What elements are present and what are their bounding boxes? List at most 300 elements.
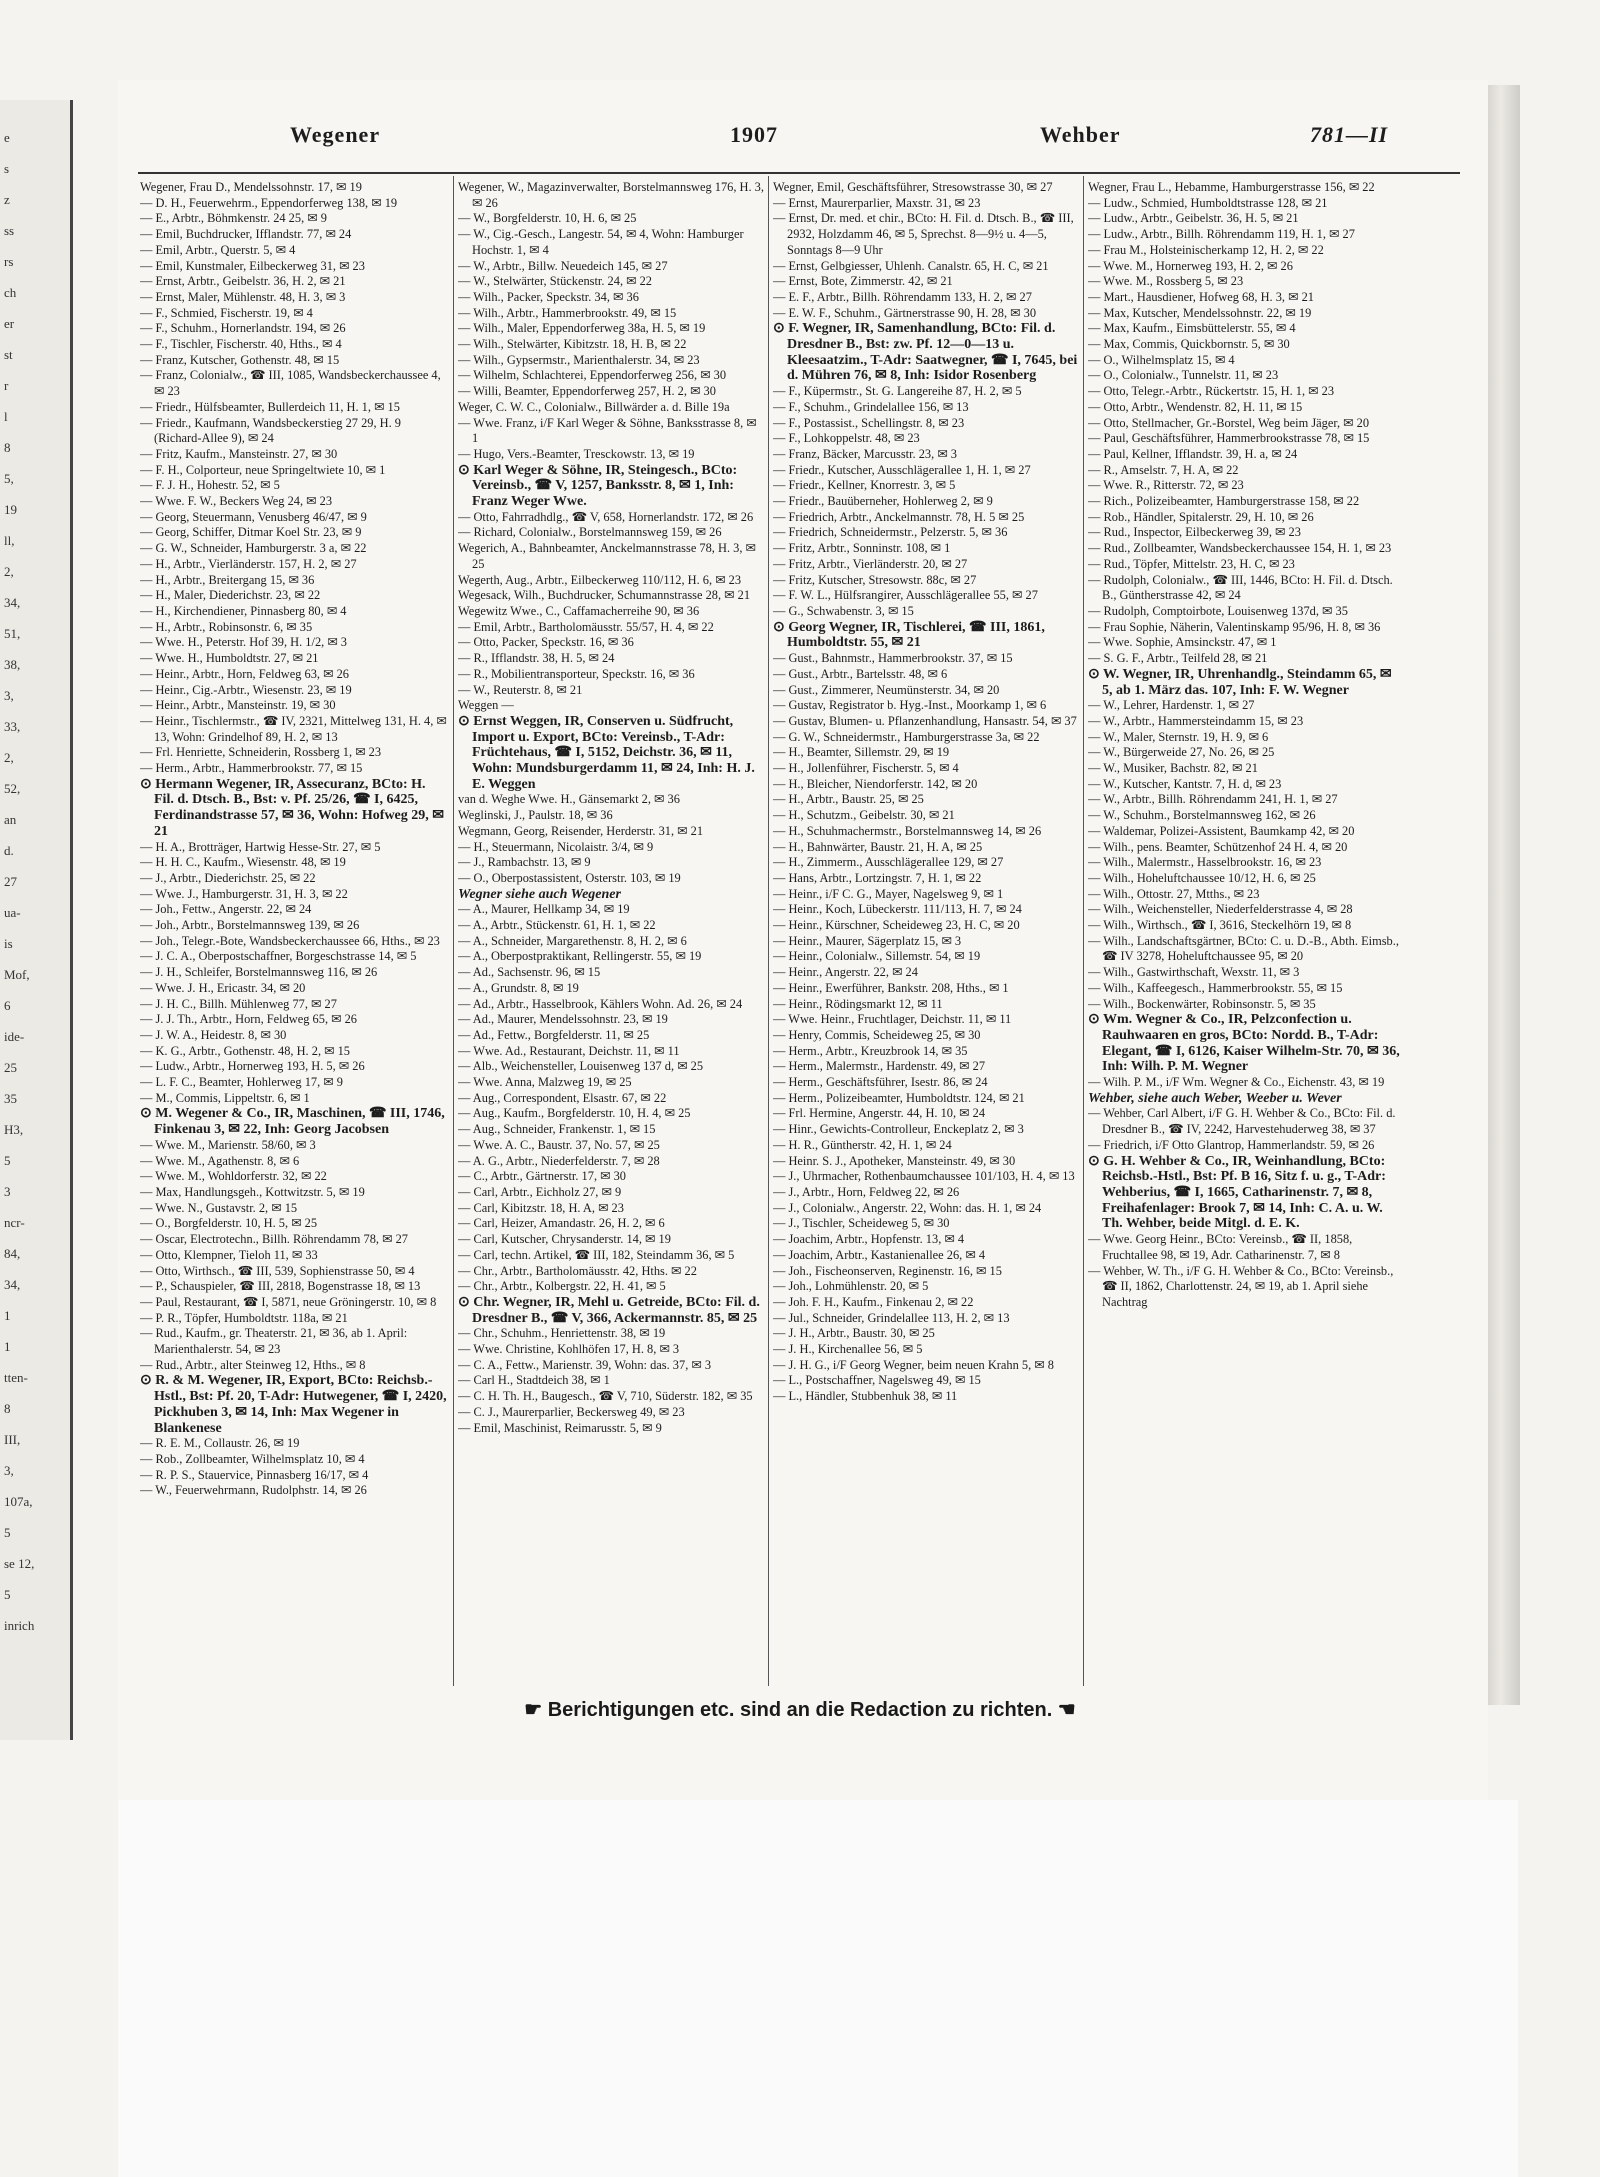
directory-entry: — Oscar, Electrotechn., Billh. Röhrendamm 78, ✉ 27 [140,1232,408,1247]
margin-fragment: Mof, [4,967,30,982]
directory-entry: Wegesack, Wilh., Buchdrucker, Schumannstrasse 28, ✉ 21 [458,588,751,603]
directory-entry: — Paul, Restaurant, ☎ I, 5871, neue Gröningerstr. 10, ✉ 8 [140,1294,437,1309]
margin-fragment: ch [4,285,17,300]
directory-entry: — Heinr., Koch, Lübeckerstr. 111/113, H. 7, ✉ 24 [773,902,1022,917]
directory-entry: — Emil, Maschinist, Reimarusstr. 5, ✉ 9 [458,1420,662,1435]
directory-entry: — Wwe. Anna, Malzweg 19, ✉ 25 [458,1075,632,1090]
margin-fragment: l [4,409,8,424]
directory-entry: — H., Arbtr., Baustr. 25, ✉ 25 [773,792,924,807]
directory-entry: — J. W. A., Heidestr. 8, ✉ 30 [140,1027,287,1042]
directory-entry: — H., Arbtr., Vierländerstr. 157, H. 2, ✉ 27 [140,556,357,571]
directory-entry: — Frl. Henriette, Schneiderin, Rossberg 1, ✉ 23 [140,745,382,760]
directory-entry: — Carl H., Stadtdeich 38, ✉ 1 [458,1373,610,1388]
directory-entry: — J., Uhrmacher, Rothenbaumchaussee 101/103, H. 4, ✉ 13 [773,1169,1075,1184]
directory-entry: — Paul, Kellner, Ifflandstr. 39, H. a, ✉ 24 [1088,446,1298,461]
directory-entry: — Henry, Commis, Scheideweg 25, ✉ 30 [773,1027,981,1042]
directory-entry: — W., Cig.-Gesch., Langestr. 54, ✉ 4, Wohn: Hamburger Hochstr. 1, ✉ 4 [458,227,744,257]
directory-entry: — Wilh., Landschaftsgärtner, BCto: C. u. D.-B., Abth. Eimsb., ☎ IV 3278, Hoheluftchaussee 95, ✉ 20 [1088,933,1399,964]
directory-entry: — E., Arbtr., Böhmkenstr. 24 25, ✉ 9 [140,211,327,226]
directory-entry: — E. F., Arbtr., Billh. Röhrendamm 133, H. 2, ✉ 27 [773,289,1032,304]
directory-entry: — Otto, Klempner, Tieloh 11, ✉ 33 [140,1247,318,1262]
directory-entry: ⊙ Chr. Wegner, IR, Mehl u. Getreide, BCto: Fil. d. Dresdner B., ☎ V, 366, Ackermannstr. 85, ✉ 25 [458,1294,760,1326]
margin-fragment: ncr- [4,1215,25,1230]
directory-entry: — Heinr., Arbtr., Mansteinstr. 19, ✉ 30 [140,698,336,713]
directory-entry: — Richard, Colonialw., Borstelmannsweg 159, ✉ 26 [458,525,722,540]
directory-entry: — Heinr., Angerstr. 22, ✉ 24 [773,965,918,980]
directory-entry: — J., Arbtr., Horn, Feldweg 22, ✉ 26 [773,1185,960,1199]
directory-entry: — D. H., Feuerwehrm., Eppendorferweg 138, ✉ 19 [140,195,398,210]
directory-entry: — W., Schuhm., Borstelmannsweg 162, ✉ 26 [1088,808,1316,823]
directory-entry: — Fritz, Arbtr., Sonninstr. 108, ✉ 1 [773,541,951,556]
directory-entry: — F., Küpermstr., St. G. Langereihe 87, H. 2, ✉ 5 [773,384,1022,399]
margin-fragment: 34, [4,595,21,610]
directory-entry: — Joh., Telegr.-Bote, Wandsbeckerchaussee 66, Hths., ✉ 23 [140,933,440,948]
margin-fragment: z [4,192,10,207]
directory-entry: — Wehber, Carl Albert, i/F G. H. Wehber & Co., BCto: Fil. d. Dresdner B., ☎ IV, 2242, Harvestehuderweg 38, ✉ 37 [1088,1106,1396,1137]
directory-entry: — A., Arbtr., Stückenstr. 61, H. 1, ✉ 22 [458,918,656,933]
directory-entry: — Ad., Fettw., Borgfelderstr. 11, ✉ 25 [458,1027,650,1042]
directory-entry: — Heinr., Tischlermstr., ☎ IV, 2321, Mittelweg 131, H. 4, ✉ 13, Wohn: Grindelhof 89, H. 2, ✉ 13 [140,713,447,744]
directory-entry: — Friedrich, Arbtr., Anckelmannstr. 78, H. 5 ✉ 25 [773,509,1025,524]
directory-entry: — Hugo, Vers.-Beamter, Tresckowstr. 13, ✉ 19 [458,446,695,461]
column-divider [768,176,769,1686]
directory-entry: — R., Ifflandstr. 38, H. 5, ✉ 24 [458,651,615,666]
directory-entry: — F., Schmied, Fischerstr. 19, ✉ 4 [140,305,313,320]
directory-entry: — Ad., Maurer, Mendelssohnstr. 23, ✉ 19 [458,1012,668,1027]
directory-entry: — K. G., Arbtr., Gothenstr. 48, H. 2, ✉ 15 [140,1043,351,1058]
directory-entry: — W., Musiker, Bachstr. 82, ✉ 21 [1088,761,1258,776]
directory-entry: — A., Schneider, Margarethenstr. 8, H. 2, ✉ 6 [458,933,687,948]
directory-entry: — Ernst, Maler, Mühlenstr. 48, H. 3, ✉ 3 [140,289,346,304]
margin-fragment: 8 [4,1401,11,1416]
directory-entry: — H., Maler, Diederichstr. 23, ✉ 22 [140,588,321,603]
directory-entry: — L., Händler, Stubbenhuk 38, ✉ 11 [773,1389,958,1404]
directory-entry: — Rich., Polizeibeamter, Hamburgerstrasse 158, ✉ 22 [1088,494,1360,509]
directory-entry: — Max, Kutscher, Mendelssohnstr. 22, ✉ 19 [1088,305,1312,320]
margin-fragment: is [4,936,13,951]
directory-entry: — Wilh., Bockenwärter, Robinsonstr. 5, ✉ 35 [1088,996,1316,1011]
directory-entry: — Wwe. N., Gustavstr. 2, ✉ 15 [140,1200,298,1215]
margin-fragment: an [4,812,17,827]
directory-entry: — Heinr., Rödingsmarkt 12, ✉ 11 [773,996,943,1011]
margin-fragment: ll, [4,533,15,548]
margin-fragment: ide- [4,1029,25,1044]
directory-entry: — Frau Sophie, Näherin, Valentinskamp 95/96, H. 8, ✉ 36 [1088,619,1381,634]
directory-entry: — Gustav, Blumen- u. Pflanzenhandlung, Hansastr. 54, ✉ 37 [773,713,1077,728]
directory-entry: — H., Schuhmachermstr., Borstelmannsweg 14, ✉ 26 [773,823,1042,838]
directory-entry: — J., Arbtr., Diederichstr. 25, ✉ 22 [140,870,316,885]
directory-entry: — Max, Handlungsgeh., Kottwitzstr. 5, ✉ 19 [140,1185,365,1199]
directory-entry: — J., Tischler, Scheideweg 5, ✉ 30 [773,1216,950,1231]
directory-entry: — L., Postschaffner, Nagelsweg 49, ✉ 15 [773,1373,981,1388]
directory-entry: — M., Commis, Lippeltstr. 6, ✉ 1 [140,1090,310,1105]
column-divider [453,176,454,1686]
directory-entry: — Otto, Arbtr., Wendenstr. 82, H. 11, ✉ 15 [1088,399,1303,414]
directory-entry: — Carl, Kibitzstr. 18, H. A, ✉ 23 [458,1200,624,1215]
directory-entry: — R., Amselstr. 7, H. A, ✉ 22 [1088,462,1239,477]
directory-entry: — Herm., Arbtr., Hammerbrookstr. 77, ✉ 15 [140,761,363,776]
directory-entry: — F., Lohkoppelstr. 48, ✉ 23 [773,431,920,446]
directory-entry: — J. H., Kirchenallee 56, ✉ 5 [773,1342,923,1357]
directory-entry: — Ernst, Arbtr., Geibelstr. 36, H. 2, ✉ 21 [140,274,346,289]
directory-entry: — W., Arbtr., Billw. Neuedeich 145, ✉ 27 [458,258,668,273]
directory-entry: ⊙ W. Wegner, IR, Uhrenhandlg., Steindamm 65, ✉ 5, ab 1. März das. 107, Inh: F. W. Wegner [1088,666,1392,698]
directory-entry: — Ludw., Arbtr., Billh. Röhrendamm 119, H. 1, ✉ 27 [1088,227,1355,242]
directory-entry: — Wilh., Malermstr., Hasselbrookstr. 16, ✉ 23 [1088,855,1322,870]
margin-fragment: er [4,316,15,331]
directory-entry: — Heinr. S. J., Apotheker, Mansteinstr. 49, ✉ 30 [773,1153,1016,1168]
directory-entry: — G. W., Schneidermstr., Hamburgerstrasse 3a, ✉ 22 [773,729,1040,744]
directory-entry: Wegmann, Georg, Reisender, Herderstr. 31, ✉ 21 [458,823,704,838]
directory-entry: — Fritz, Arbtr., Vierländerstr. 20, ✉ 27 [773,556,968,571]
directory-entry: — C., Arbtr., Gärtnerstr. 17, ✉ 30 [458,1169,627,1184]
margin-fragment: 3, [4,1463,14,1478]
column-1 [140,180,448,1685]
directory-entry: — J. H., Arbtr., Baustr. 30, ✉ 25 [773,1326,935,1341]
directory-entry: — J. C. A., Oberpostschaffner, Borgeschstrasse 14, ✉ 5 [140,949,417,964]
directory-entry: — A., Maurer, Hellkamp 34, ✉ 19 [458,902,630,917]
directory-entry: Wegner, Emil, Geschäftsführer, Stresowstrasse 30, ✉ 27 [773,180,1053,194]
margin-fragment: ss [4,223,15,238]
directory-entry: ⊙ Karl Weger & Söhne, IR, Steingesch., BCto: Vereinsb., ☎ V, 1257, Banksstr. 8, ✉ 1, Inh: Franz Weger Wwe. [458,462,738,510]
directory-entry: — Franz, Bäcker, Marcusstr. 23, ✉ 3 [773,446,958,461]
directory-entry: — O., Colonialw., Tunnelstr. 11, ✉ 23 [1088,368,1279,383]
directory-entry: — Wwe. H., Humboldtstr. 27, ✉ 21 [140,651,319,666]
directory-entry: — Waldemar, Polizei-Assistent, Baumkamp 42, ✉ 20 [1088,823,1355,838]
directory-entry: — Wilh., Packer, Speckstr. 34, ✉ 36 [458,289,639,304]
margin-fragment: H3, [4,1122,24,1137]
directory-entry: — Wehber, W. Th., i/F G. H. Wehber & Co., BCto: Vereinsb., ☎ II, 1862, Charlottenstr. 24, ✉ 19, ab 1. April siehe Nachtrag [1088,1263,1394,1309]
directory-entry: — H., Bleicher, Niendorferstr. 142, ✉ 20 [773,776,978,791]
margin-fragment: 1 [4,1308,11,1323]
directory-entry: — Wwe. A. C., Baustr. 37, No. 57, ✉ 25 [458,1137,660,1152]
directory-entry: — C. A., Fettw., Marienstr. 39, Wohn: das. 37, ✉ 3 [458,1357,712,1372]
directory-entry: — Wwe. Christine, Kohlhöfen 17, H. 8, ✉ 3 [458,1342,680,1357]
directory-entry: — Ad., Arbtr., Hasselbrook, Kählers Wohn. Ad. 26, ✉ 24 [458,996,743,1011]
margin-fragment: 5 [4,1525,11,1540]
margin-fragment: 25 [4,1060,17,1075]
directory-entry: — Heinr., Ewerführer, Bankstr. 208, Hths., ✉ 1 [773,980,1009,995]
directory-entry: Wegener, W., Magazinverwalter, Borstelmannsweg 176, H. 3, ✉ 26 [458,180,764,210]
directory-entry: ⊙ Ernst Weggen, IR, Conserven u. Südfrucht, Import u. Export, BCto: Vereinsb., T-Adr: Früchtehaus, ☎ I, 5152, Deichstr. 36, ✉ 11, Wohn: Mundsburgerdamm 11, ✉ 24, Inh: H. J. E. Weggen [458,713,755,792]
directory-entry: — Frl. Hermine, Angerstr. 44, H. 10, ✉ 24 [773,1106,986,1121]
directory-entry: — H. H. C., Kaufm., Wiesenstr. 48, ✉ 19 [140,855,346,870]
directory-entry: — H. R., Güntherstr. 42, H. 1, ✉ 24 [773,1137,952,1152]
directory-entry: — Wilh., Stelwärter, Kibitzstr. 18, H. B, ✉ 22 [458,337,687,352]
margin-fragment: s [4,161,10,176]
directory-entry: — Wwe. J. H., Ericastr. 34, ✉ 20 [140,980,306,995]
directory-entry: — Rud., Kaufm., gr. Theaterstr. 21, ✉ 36, ab 1. April: Marienthalerstr. 54, ✉ 23 [140,1326,408,1357]
directory-entry: — J. H. C., Billh. Mühlenweg 77, ✉ 27 [140,996,337,1011]
margin-fragment: 2, [4,750,14,765]
directory-entry: — Herm., Malermstr., Hardenstr. 49, ✉ 27 [773,1059,986,1074]
column-divider [1083,176,1084,1686]
directory-entry: — W., Arbtr., Hammersteindamm 15, ✉ 23 [1088,713,1304,728]
directory-entry: — Hinr., Gewichts-Controlleur, Enckeplatz 2, ✉ 3 [773,1122,1024,1137]
margin-fragment: 8 [4,440,11,455]
margin-fragment: tten- [4,1370,28,1385]
directory-entry: ⊙ F. Wegner, IR, Samenhandlung, BCto: Fil. d. Dresdner B., Bst: zw. Pf. 12—0—13 u. Kleesaatzim., T-Adr: Saatwegner, ☎ I, 7645, bei d. Mühren 76, ✉ 8, Inh: Isidor Rosenberg [773,321,1078,384]
directory-entry: — Wwe. Sophie, Amsinckstr. 47, ✉ 1 [1088,635,1277,650]
directory-entry: — Carl, Arbtr., Eichholz 27, ✉ 9 [458,1185,622,1199]
directory-entry: — Wilh., Weichensteller, Niederfelderstrasse 4, ✉ 28 [1088,902,1353,917]
directory-entry: — R., Mobilientransporteur, Speckstr. 16, ✉ 36 [458,666,695,681]
directory-entry: Weggen — [458,698,514,713]
directory-entry: — Franz, Colonialw., ☎ III, 1085, Wandsbeckerchaussee 4, ✉ 23 [140,368,441,399]
directory-entry: — W., Reuterstr. 8, ✉ 21 [458,682,583,697]
directory-entry: — Wilhelm, Schlachterei, Eppendorferweg 256, ✉ 30 [458,368,727,383]
directory-entry: — R. E. M., Collaustr. 26, ✉ 19 [140,1436,300,1451]
directory-entry: — Emil, Kunstmaler, Eilbeckerweg 31, ✉ 23 [140,258,365,273]
directory-entry: — Joh., Lohmühlenstr. 20, ✉ 5 [773,1279,929,1294]
margin-fragment: 33, [4,719,21,734]
directory-entry: — Jul., Schneider, Grindelallee 113, H. 2, ✉ 13 [773,1310,1010,1325]
directory-entry: ⊙ Georg Wegner, IR, Tischlerei, ☎ III, 1861, Humboldtstr. 55, ✉ 21 [773,619,1045,651]
directory-entry: — W., Bürgerweide 27, No. 26, ✉ 25 [1088,745,1275,760]
directory-entry: ⊙ R. & M. Wegener, IR, Export, BCto: Reichsb.-Hstl., Bst: Pf. 20, T-Adr: Hutwegener, ☎ I, 2420, Pickhuben 3, ✉ 14, Inh: Max Wegener in Blankenese [140,1373,447,1436]
directory-entry: — Paul, Geschäftsführer, Hammerbrookstrasse 78, ✉ 15 [1088,431,1370,446]
directory-entry: — Wilh., Kaffeegesch., Hammerbrookstr. 55, ✉ 15 [1088,980,1343,995]
margin-fragment: 19 [4,502,17,517]
directory-entry: — Rudolph, Colonialw., ☎ III, 1446, BCto: H. Fil. d. Dtsch. B., Güntherstrasse 42, ✉ 24 [1088,572,1393,603]
directory-entry: — Aug., Kaufm., Borgfelderstr. 10, H. 4, ✉ 25 [458,1106,691,1121]
directory-entry: — H. A., Brotträger, Hartwig Hesse-Str. 27, ✉ 5 [140,839,381,854]
directory-entry: — Chr., Schuhm., Henriettenstr. 38, ✉ 19 [458,1326,666,1341]
directory-entry: — Rudolph, Comptoirbote, Louisenweg 137d, ✉ 35 [1088,603,1348,618]
directory-entry: — H., Steuermann, Nicolaistr. 3/4, ✉ 9 [458,839,654,854]
directory-entry: Wegewitz Wwe., C., Caffamacherreihe 90, ✉ 36 [458,603,700,618]
directory-entry: — Aug., Correspondent, Elsastr. 67, ✉ 22 [458,1090,667,1105]
margin-fragment: st [4,347,13,362]
directory-entry: — Heinr., Kürschner, Scheideweg 23, H. C, ✉ 20 [773,918,1020,933]
column-2 [458,180,764,1685]
directory-entry: — Wilh. P. M., i/F Wm. Wegner & Co., Eichenstr. 43, ✉ 19 [1088,1075,1385,1090]
directory-entry: — F. J. H., Hohestr. 52, ✉ 5 [140,478,280,493]
directory-entry: — Otto, Stellmacher, Gr.-Borstel, Weg beim Jäger, ✉ 20 [1088,415,1370,430]
column-3 [773,180,1079,1685]
directory-entry: — Heinr., Colonialw., Sillemstr. 54, ✉ 19 [773,949,981,964]
margin-fragment: 84, [4,1246,21,1261]
directory-entry: — J., Rambachstr. 13, ✉ 9 [458,855,591,870]
directory-entry: — Ernst, Bote, Zimmerstr. 42, ✉ 21 [773,274,953,289]
directory-entry: — Rud., Arbtr., alter Steinweg 12, Hths., ✉ 8 [140,1357,366,1372]
directory-entry: — Emil, Buchdrucker, Ifflandstr. 77, ✉ 24 [140,227,352,242]
directory-entry: — Joachim, Arbtr., Hopfenstr. 13, ✉ 4 [773,1232,965,1247]
directory-entry: — Fritz, Kaufm., Mansteinstr. 27, ✉ 30 [140,446,338,461]
directory-entry: — Wilh., Hoheluftchaussee 10/12, H. 6, ✉ 25 [1088,870,1316,885]
directory-entry: — Wilh., Gastwirthschaft, Wexstr. 11, ✉ 3 [1088,965,1300,980]
directory-entry: — Wilh., Ottostr. 27, Mtths., ✉ 23 [1088,886,1260,901]
margin-fragment: 5, [4,471,14,486]
directory-entry: — Otto, Packer, Speckstr. 16, ✉ 36 [458,635,634,650]
directory-entry: — Georg, Steuermann, Venusberg 46/47, ✉ 9 [140,509,367,524]
margin-fragment: 52, [4,781,21,796]
directory-entry: — Wwe. Ad., Restaurant, Deichstr. 11, ✉ 11 [458,1043,680,1058]
directory-entry: — Joh., Fischeonserven, Reginenstr. 16, ✉ 15 [773,1263,1002,1278]
directory-entry: — Wwe. M., Agathenstr. 8, ✉ 6 [140,1153,300,1168]
directory-entry: — Rud., Zollbeamter, Wandsbeckerchaussee 154, H. 1, ✉ 23 [1088,541,1392,556]
margin-fragment: 2, [4,564,14,579]
directory-entry: — Wwe. R., Ritterstr. 72, ✉ 23 [1088,478,1244,493]
directory-entry: — Ernst, Gelbgiesser, Uhlenh. Canalstr. 65, H. C, ✉ 21 [773,258,1049,273]
directory-entry: — Otto, Telegr.-Arbtr., Rückertstr. 15, H. 1, ✉ 23 [1088,384,1335,399]
directory-entry: — F., Schuhm., Hornerlandstr. 194, ✉ 26 [140,321,346,336]
directory-entry: — P. R., Töpfer, Humboldtstr. 118a, ✉ 21 [140,1310,348,1325]
directory-entry: — F., Schuhm., Grindelallee 156, ✉ 13 [773,399,969,414]
margin-fragment: 38, [4,657,21,672]
directory-entry: — Wilh., Maler, Eppendorferweg 38a, H. 5, ✉ 19 [458,321,706,336]
directory-entry: — S. G. F., Arbtr., Teilfeld 28, ✉ 21 [1088,651,1268,666]
directory-entry: — Herm., Geschäftsführer, Isestr. 86, ✉ 24 [773,1075,988,1090]
margin-fragment: 27 [4,874,17,889]
directory-entry: — Otto, Fahrradhdlg., ☎ V, 658, Hornerlandstr. 172, ✉ 26 [458,509,754,524]
directory-entry: — Wwe. Franz, i/F Karl Weger & Söhne, Banksstrasse 8, ✉ 1 [458,415,757,446]
directory-entry: — O., Borgfelderstr. 10, H. 5, ✉ 25 [140,1216,318,1231]
directory-entry: — Ernst, Maurerparlier, Maxstr. 31, ✉ 23 [773,195,981,210]
directory-entry: — Wilh., Arbtr., Hammerbrookstr. 49, ✉ 15 [458,305,677,320]
directory-entry: — J. H. G., i/F Georg Wegner, beim neuen Krahn 5, ✉ 8 [773,1357,1054,1372]
directory-entry: — R. P. S., Stauervice, Pinnasberg 16/17, ✉ 4 [140,1467,369,1482]
directory-entry: — H., Bahnwärter, Baustr. 21, H. A, ✉ 25 [773,839,983,854]
page-edge [1488,85,1520,1705]
margin-fragment: 35 [4,1091,17,1106]
directory-entry: — Heinr., i/F C. G., Mayer, Nagelsweg 9, ✉ 1 [773,886,1004,901]
footer-note: ☛ Berichtigungen etc. sind an die Redaction zu richten. ☚ [524,1699,1076,1721]
directory-entry: — Ludw., Arbtr., Hornerweg 193, H. 5, ✉ 26 [140,1059,365,1074]
directory-entry: — Joachim, Arbtr., Kastanienallee 26, ✉ 4 [773,1247,986,1262]
directory-entry: — F., Tischler, Fischerstr. 40, Hths., ✉ 4 [140,337,342,352]
directory-entry: ⊙ Hermann Wegener, IR, Assecuranz, BCto: H. Fil. d. Dtsch. B., Bst: v. Pf. 25/26, ☎ I, 6425, Ferdinandstrasse 57, ✉ 36, Wohn: Hofweg 29, ✉ 21 [140,776,444,839]
directory-entry: — Max, Kaufm., Eimsbüttelerstr. 55, ✉ 4 [1088,321,1296,336]
directory-entry: — Joh. F. H., Kaufm., Finkenau 2, ✉ 22 [773,1294,974,1309]
directory-entry: ⊙ Wm. Wegner & Co., IR, Pelzconfection u. Rauhwaaren en gros, BCto: Nordd. B., T-Adr: Elegant, ☎ I, 6126, Kaiser Wilhelm-Str. 70, ✉ 36, Inh: Wilh. P. M. Wegner [1088,1012,1400,1075]
directory-entry: — H., Schutzm., Geibelstr. 30, ✉ 21 [773,808,955,823]
directory-entry: — W., Lehrer, Hardenstr. 1, ✉ 27 [1088,698,1255,713]
directory-entry: — Joh., Fettw., Angerstr. 22, ✉ 24 [140,902,312,917]
directory-entry: — Ad., Sachsenstr. 96, ✉ 15 [458,965,601,980]
directory-entry: — Heinr., Arbtr., Horn, Feldweg 63, ✉ 26 [140,666,349,681]
header-year: 1907 [730,122,778,147]
directory-entry: — Wwe. J., Hamburgerstr. 31, H. 3, ✉ 22 [140,886,348,901]
directory-entry: — Rob., Zollbeamter, Wilhelmsplatz 10, ✉ 4 [140,1451,365,1466]
header-rule [138,172,1460,174]
directory-entry: — W., Maler, Sternstr. 19, H. 9, ✉ 6 [1088,729,1269,744]
directory-entry: Weger, C. W. C., Colonialw., Billwärder a. d. Bille 19a [458,399,730,414]
directory-entry: — Wwe. M., Marienstr. 58/60, ✉ 3 [140,1137,316,1152]
directory-entry: — Carl, Kutscher, Chrysanderstr. 14, ✉ 19 [458,1232,671,1247]
directory-entry: — Wwe. H., Peterstr. Hof 39, H. 1/2, ✉ 3 [140,635,348,650]
directory-entry: — C. H. Th. H., Baugesch., ☎ V, 710, Süderstr. 182, ✉ 35 [458,1389,753,1404]
directory-entry: — Friedrich, Schneidermstr., Pelzerstr. 5, ✉ 36 [773,525,1008,540]
directory-entry: Wegner siehe auch Wegener [458,886,621,902]
directory-entry: — Heinr., Cig.-Arbtr., Wiesenstr. 23, ✉ 19 [140,682,352,697]
margin-fragment: 5 [4,1587,11,1602]
directory-entry: — Wilh., pens. Beamter, Schützenhof 24 H. 4, ✉ 20 [1088,839,1348,854]
directory-entry: — Emil, Arbtr., Bartholomäusstr. 55/57, H. 4, ✉ 22 [458,619,714,634]
directory-entry: Weglinski, J., Paulstr. 18, ✉ 36 [458,808,613,823]
adjacent-page-strip [0,100,73,1740]
directory-entry: — H., Arbtr., Robinsonstr. 6, ✉ 35 [140,619,313,634]
directory-entry: — O., Wilhelmsplatz 15, ✉ 4 [1088,352,1235,367]
directory-entry: Wehber, siehe auch Weber, Weeber u. Wever [1088,1090,1342,1106]
directory-entry: — A., Grundstr. 8, ✉ 19 [458,980,579,995]
directory-entry: — L. F. C., Beamter, Hohlerweg 17, ✉ 9 [140,1075,343,1090]
directory-entry: — Emil, Arbtr., Querstr. 5, ✉ 4 [140,242,296,257]
directory-entry: — Ludw., Arbtr., Geibelstr. 36, H. 5, ✉ 21 [1088,211,1299,226]
margin-fragment: r [4,378,9,393]
directory-entry: — Friedr., Kaufmann, Wandsbeckerstieg 27 29, H. 9 (Richard-Allee 9), ✉ 24 [140,415,401,446]
margin-fragment: 51, [4,626,21,641]
directory-entry: — Hans, Arbtr., Lortzingstr. 7, H. 1, ✉ 22 [773,870,982,885]
directory-entry: — Gustav, Registrator b. Hyg.-Inst., Moorkamp 1, ✉ 6 [773,698,1047,713]
directory-entry: — H., Zimmerm., Ausschlägerallee 129, ✉ 27 [773,855,1004,870]
margin-fragment: 3, [4,688,14,703]
directory-entry: — Carl, Heizer, Amandastr. 26, H. 2, ✉ 6 [458,1216,665,1231]
margin-fragment: III, [4,1432,21,1447]
directory-entry: — O., Oberpostassistent, Osterstr. 103, ✉ 19 [458,870,681,885]
margin-fragment: inrich [4,1618,35,1633]
directory-entry: — Wilh., Wirthsch., ☎ I, 3616, Steckelhörn 19, ✉ 8 [1088,918,1352,933]
directory-entry: — W., Kutscher, Kantstr. 7, H. d, ✉ 23 [1088,776,1282,791]
directory-entry: — J. H., Schleifer, Borstelmannsweg 116, ✉ 26 [140,965,378,980]
directory-entry: — J. J. Th., Arbtr., Horn, Feldweg 65, ✉ 26 [140,1012,358,1027]
directory-entry: — F. H., Colporteur, neue Springeltwiete 10, ✉ 1 [140,462,386,477]
page-header [140,122,1460,158]
margin-fragment: 3 [4,1184,11,1199]
directory-entry: — Herm., Arbtr., Kreuzbrook 14, ✉ 35 [773,1043,968,1058]
margin-fragment: 6 [4,998,11,1013]
directory-entry: — Herm., Polizeibeamter, Humboldtstr. 124, ✉ 21 [773,1090,1025,1105]
directory-entry: ⊙ G. H. Wehber & Co., IR, Weinhandlung, BCto: Reichsb.-Hstl., Bst: Pf. B 16, Sitz f. u. g., T-Adr: Wehberius, ☎ I, 1665, Catharinenstr. 7, ✉ 8, Freihafenlager: Brook 7, ✉ 14, Inh: C. A. u. W. Th. Wehber, beide Mitgl. d. E. K. [1088,1153,1386,1232]
directory-entry: — W., Arbtr., Billh. Röhrendamm 241, H. 1, ✉ 27 [1088,792,1338,807]
directory-entry: — Wwe. F. W., Beckers Weg 24, ✉ 23 [140,494,333,509]
directory-entry: Wegerth, Aug., Arbtr., Eilbeckerweg 110/112, H. 6, ✉ 23 [458,572,742,587]
directory-entry: Wegerich, A., Bahnbeamter, Anckelmannstrasse 78, H. 3, ✉ 25 [458,541,756,571]
directory-entry: — Chr., Arbtr., Bartholomäusstr. 42, Hths. ✉ 22 [458,1263,697,1278]
directory-entry: — Friedrich, i/F Otto Glantrop, Hammerlandstr. 59, ✉ 26 [1088,1137,1375,1152]
bottom-background [118,1800,1518,2177]
directory-entry: — Friedr., Hülfsbeamter, Bullerdeich 11, H. 1, ✉ 15 [140,399,400,414]
directory-entry: — H., Arbtr., Breitergang 15, ✉ 36 [140,572,315,587]
directory-entry: — Carl, techn. Artikel, ☎ III, 182, Steindamm 36, ✉ 5 [458,1247,735,1262]
directory-entry: — Gust., Bahnmstr., Hammerbrookstr. 37, ✉ 15 [773,651,1013,666]
directory-entry: — A., Oberpostpraktikant, Rellingerstr. 55, ✉ 19 [458,949,702,964]
directory-entry: — H., Jollenführer, Fischerstr. 5, ✉ 4 [773,761,959,776]
directory-entry: — Wwe. M., Hornerweg 193, H. 2, ✉ 26 [1088,258,1293,273]
directory-entry: — Aug., Schneider, Frankenstr. 1, ✉ 15 [458,1122,656,1137]
directory-entry: — Ludw., Schmied, Humboldtstrasse 128, ✉ 21 [1088,195,1328,210]
directory-entry: — Heinr., Maurer, Sägerplatz 15, ✉ 3 [773,933,962,948]
page-number: 781—II [1310,122,1389,147]
directory-entry: Wegener, Frau D., Mendelssohnstr. 17, ✉ 19 [140,180,362,194]
directory-entry: — Wilh., Gypsermstr., Marienthalerstr. 34, ✉ 23 [458,352,700,367]
directory-entry: — Rob., Händler, Spitalerstr. 29, H. 10, ✉ 26 [1088,509,1314,524]
directory-entry: — Rud., Inspector, Eilbeckerweg 39, ✉ 23 [1088,525,1301,540]
directory-entry: — E. W. F., Schuhm., Gärtnerstrasse 90, H. 28, ✉ 30 [773,305,1037,320]
directory-entry: — C. J., Maurerparlier, Beckersweg 49, ✉ 23 [458,1404,685,1419]
directory-entry: — F., Postassist., Schellingstr. 8, ✉ 23 [773,415,965,430]
directory-entry: — A. G., Arbtr., Niederfelderstr. 7, ✉ 28 [458,1153,660,1168]
directory-entry: — Mart., Hausdiener, Hofweg 68, H. 3, ✉ 21 [1088,289,1314,304]
directory-entry: — Wwe. Heinr., Fruchtlager, Deichstr. 11, ✉ 11 [773,1012,1012,1027]
margin-fragment: 5 [4,1153,11,1168]
directory-entry: — G., Schwabenstr. 3, ✉ 15 [773,603,914,618]
directory-entry: Wegner, Frau L., Hebamme, Hamburgerstrasse 156, ✉ 22 [1088,180,1375,194]
directory-entry: — Fritz, Kutscher, Stresowstr. 88c, ✉ 27 [773,572,977,587]
directory-entry: — Wwe. M., Rossberg 5, ✉ 23 [1088,274,1244,289]
directory-entry: — F. W. L., Hülfsrangirer, Ausschlägerallee 55, ✉ 27 [773,588,1038,603]
margin-fragment: 34, [4,1277,21,1292]
